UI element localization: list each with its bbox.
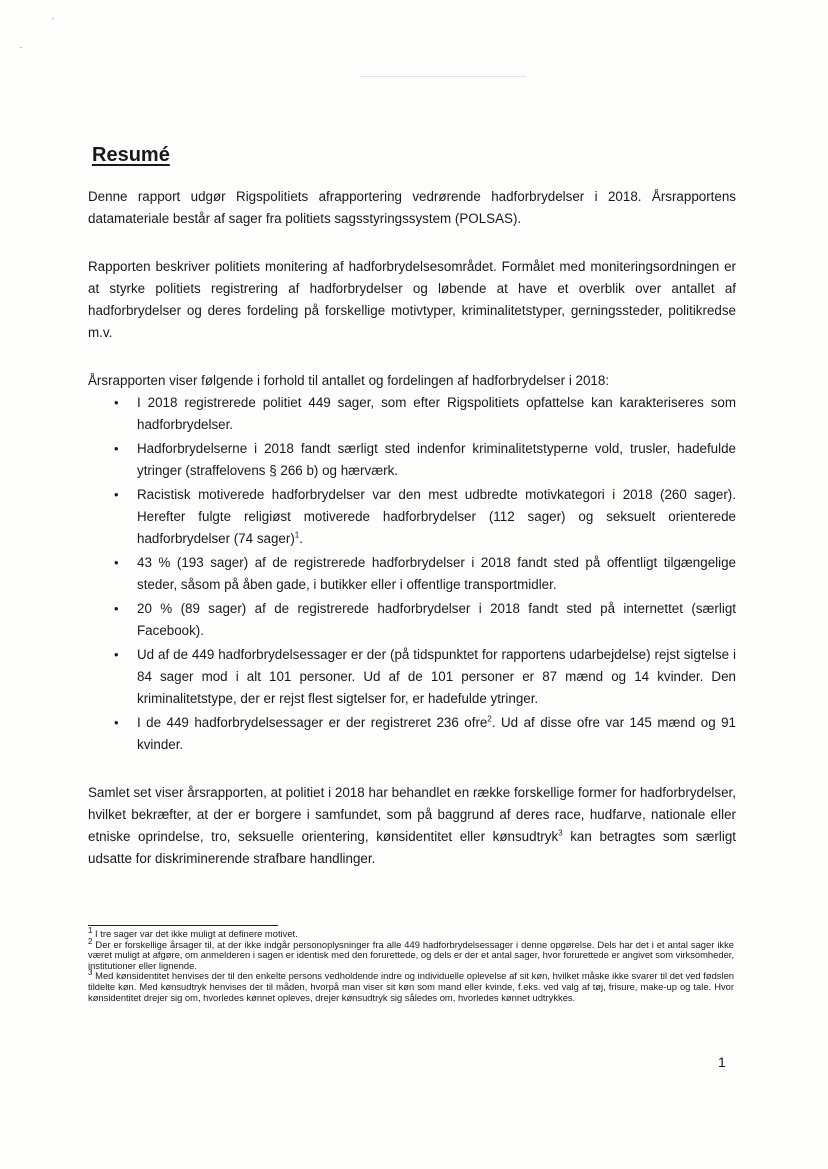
- list-item-text: I de 449 hadforbrydelsessager er der registreret 236 ofre: [137, 715, 488, 730]
- footnote-number: 1: [88, 925, 93, 935]
- findings-list: [88, 392, 736, 756]
- conclusion-text: Samlet set viser årsrapporten, at politiet i 2018 har behandlet en række forskellige former for hadforbrydelser, hvilket bekræfter, at der er borgere i samfundet, som på baggrund af deres race, hudfarve, nationale eller etniske oprindelse, tro, seksuelle orientering, kønsidentitet eller kønsudtryk: [88, 785, 736, 844]
- paragraph-purpose: Rapporten beskriver politiets monitering af hadforbrydelsesområdet. Formålet med moniteringsordningen er at styrke politiets registrering af hadforbrydelser og løbende at have et overblik over antallet af hadforbrydelser og deres fordeling på forskellige motivtyper, kriminalitetstyper, gerningssteder, politikredse m.v.: [88, 259, 736, 340]
- footnote-ref[interactable]: 1: [294, 530, 300, 540]
- footnote-ref[interactable]: 3: [558, 828, 563, 838]
- footnote-divider: [88, 925, 278, 926]
- list-item-text: Racistisk motiverede hadforbrydelser var den mest udbredte motivkategori i 2018 (260 sager). Herefter fulgte religiøst motiverede hadforbrydelser (112 sager) og seksuelt orienterede hadforbrydelser (74 sager): [137, 487, 736, 546]
- paragraph-findings-intro: Årsrapporten viser følgende i forhold til antallet og fordelingen af hadforbrydelser i 2018:: [88, 373, 610, 388]
- list-item: [88, 644, 736, 710]
- list-item: [88, 484, 736, 550]
- footnote-number: 2: [88, 936, 93, 946]
- scan-artifact-line: [360, 76, 526, 77]
- paragraph-intro-report: Denne rapport udgør Rigspolitiets afrapportering vedrørende hadforbrydelser i 2018. Årsrapportens datamateriale består af sager fra politiets sagsstyringssystem (POLSAS).: [88, 189, 736, 226]
- list-item-text: Hadforbrydelserne i 2018 fandt særligt sted indenfor kriminalitetstyperne vold, trusler, hadefulde ytringer (straffelovens § 266 b) og hærværk.: [137, 441, 736, 478]
- list-item: [88, 438, 736, 482]
- footnote: [88, 936, 734, 972]
- list-item: [88, 392, 736, 436]
- list-item-text: Ud af de 449 hadforbrydelsessager er der (på tidspunktet for rapportens udarbejdelse) rejst sigtelse i 84 sager mod i alt 101 personer. Ud af de 101 personer er 87 mænd og 14 kvinder. Den kriminalitetstype, der er rejst flest sigtelser for, er hadefulde ytringer.: [137, 647, 736, 706]
- footnote-text: Med kønsidentitet henvises der til den enkelte persons vedholdende indre og individuelle oplevelse af sit køn, hvilket måske ikke svarer til det ved fødslen tildelte køn. Med kønsudtryk henvises der til måden, hvorpå man viser sit køn som mand eller kvinde, f.eks. ved valg af tøj, frisure, make-up og tale. Hvor kønsidentitet drejer sig om, hvorledes kønnet opleves, drejer kønsudtryk sig således om, hvorledes kønnet udtrykkes.: [88, 970, 734, 1003]
- footnote-ref[interactable]: 2: [487, 714, 492, 724]
- list-item-text: I 2018 registrerede politiet 449 sager, som efter Rigspolitiets opfattelse kan karakteriseres som hadforbrydelser.: [137, 395, 736, 432]
- list-item: [88, 712, 736, 756]
- page-title: Resumé: [92, 144, 170, 166]
- footnote-text: I tre sager var det ikke muligt at definere motivet.: [92, 928, 298, 939]
- scan-speck: [52, 18, 54, 19]
- footnote-number: 3: [88, 968, 93, 978]
- footnote-text: Der er forskellige årsager til, at der ikke indgår personoplysninger fra alle 449 hadforbrydelsessager i denne opgørelse. Dels har det i et antal sager ikke været muligt at afgøre, om anmelderen i sagen er identisk med den forurettede, og dels er der et antal sager, hvor forurettede er angivet som virksomheder, institutioner eller lignende.: [88, 938, 734, 971]
- list-item: [88, 598, 736, 642]
- scan-speck: [20, 47, 22, 48]
- page-number: 1: [718, 1054, 726, 1070]
- document-body: [88, 186, 736, 896]
- list-item: [88, 552, 736, 596]
- paragraph-conclusion: [88, 782, 736, 870]
- list-item-text: 20 % (89 sager) af de registrerede hadforbrydelser i 2018 fandt sted på internettet (særligt Facebook).: [137, 601, 736, 638]
- list-item-text: 43 % (193 sager) af de registrerede hadforbrydelser i 2018 fandt sted på offentligt tilgængelige steder, såsom på åben gade, i butikker eller i offentlige transportmidler.: [137, 555, 736, 592]
- footnote: [88, 968, 734, 1003]
- conclusion-text-end: kan betragtes som særligt udsatte for diskriminerende strafbare handlinger.: [88, 829, 736, 866]
- list-item-text-end: .: [299, 531, 303, 546]
- footnotes: [88, 925, 734, 1003]
- list-item-text-end: . Ud af disse ofre var 145 mænd og 91 kvinder.: [137, 715, 736, 752]
